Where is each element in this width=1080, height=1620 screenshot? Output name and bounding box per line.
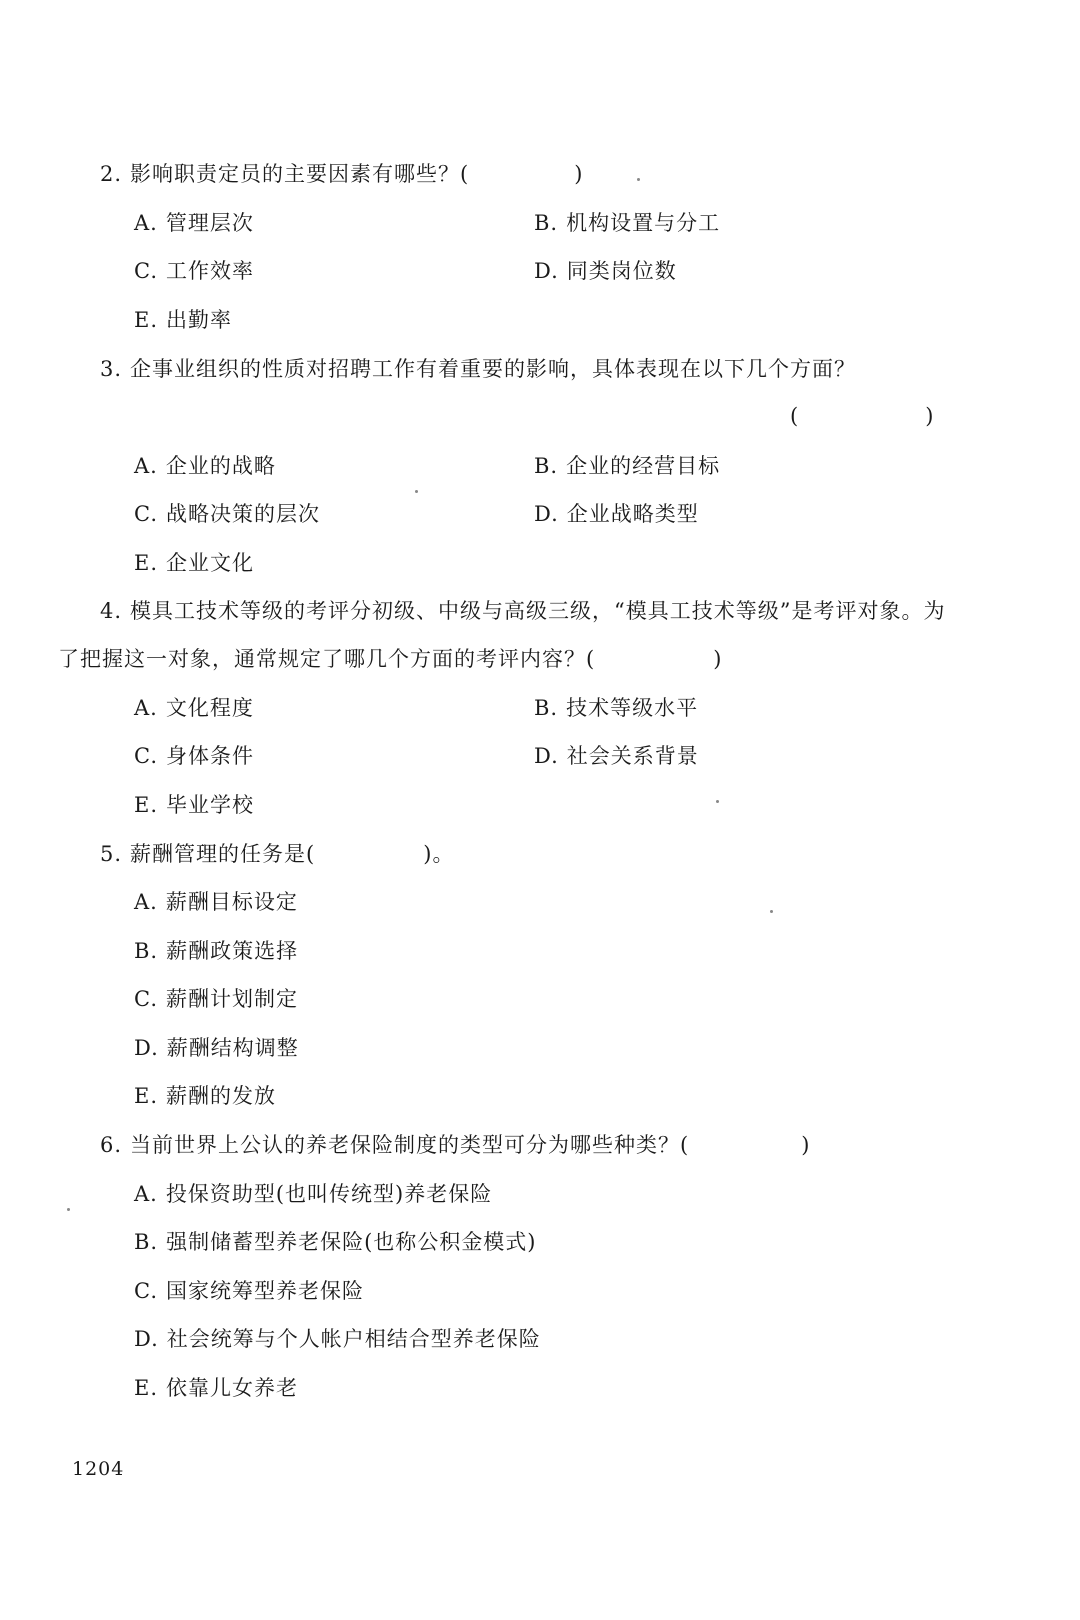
scan-speck (67, 1208, 70, 1211)
question-4-option-e: E. 毕业学校 (134, 793, 255, 817)
page-number: 1204 (72, 1458, 125, 1480)
question-3-option-b: B. 企业的经营目标 (534, 454, 721, 478)
question-2-option-e: E. 出勤率 (134, 308, 233, 332)
question-3-option-a: A. 企业的战略 (134, 454, 276, 478)
question-4-option-d: D. 社会关系背景 (534, 744, 699, 768)
question-3-option-d: D. 企业战略类型 (534, 502, 699, 526)
question-5-option-b: B. 薪酬政策选择 (134, 939, 299, 963)
scan-speck (415, 490, 418, 493)
question-6-option-a: A. 投保资助型(也叫传统型)养老保险 (134, 1182, 493, 1206)
question-5-option-a: A. 薪酬目标设定 (134, 890, 298, 914)
question-6-option-e: E. 依靠儿女养老 (134, 1376, 299, 1400)
question-4-option-b: B. 技术等级水平 (534, 696, 699, 720)
question-4-stem: 4. 模具工技术等级的考评分初级、中级与高级三级，“模具工技术等级”是考评对象。为 (100, 599, 946, 623)
question-3-option-e: E. 企业文化 (134, 551, 255, 575)
scan-speck (637, 178, 640, 181)
question-6-option-d: D. 社会统筹与个人帐户相结合型养老保险 (134, 1327, 541, 1351)
question-5-stem: 5. 薪酬管理的任务是( )。 (100, 842, 455, 866)
scan-speck (716, 800, 719, 803)
question-2-option-d: D. 同类岗位数 (534, 259, 677, 283)
question-5-option-d: D. 薪酬结构调整 (134, 1036, 299, 1060)
question-4-option-c: C. 身体条件 (134, 744, 254, 768)
question-5-option-c: C. 薪酬计划制定 (134, 987, 298, 1011)
question-2-stem: 2. 影响职责定员的主要因素有哪些？( ) (100, 162, 584, 186)
question-6-option-b: B. 强制储蓄型养老保险(也称公积金模式) (134, 1230, 537, 1254)
question-6-stem: 6. 当前世界上公认的养老保险制度的类型可分为哪些种类？( ) (100, 1133, 811, 1157)
question-4-stem-continued: 了把握这一对象，通常规定了哪几个方面的考评内容？( ) (58, 647, 723, 671)
question-3-stem: 3. 企事业组织的性质对招聘工作有着重要的影响，具体表现在以下几个方面？ (100, 357, 857, 381)
question-2-option-b: B. 机构设置与分工 (534, 211, 721, 235)
question-3-option-c: C. 战略决策的层次 (134, 502, 320, 526)
scan-speck (770, 910, 773, 913)
question-5-option-e: E. 薪酬的发放 (134, 1084, 277, 1108)
question-3-answer-bracket: ( ) (790, 404, 935, 428)
question-6-option-c: C. 国家统筹型养老保险 (134, 1279, 364, 1303)
question-2-option-c: C. 工作效率 (134, 259, 254, 283)
question-2-option-a: A. 管理层次 (134, 211, 254, 235)
question-4-option-a: A. 文化程度 (134, 696, 254, 720)
